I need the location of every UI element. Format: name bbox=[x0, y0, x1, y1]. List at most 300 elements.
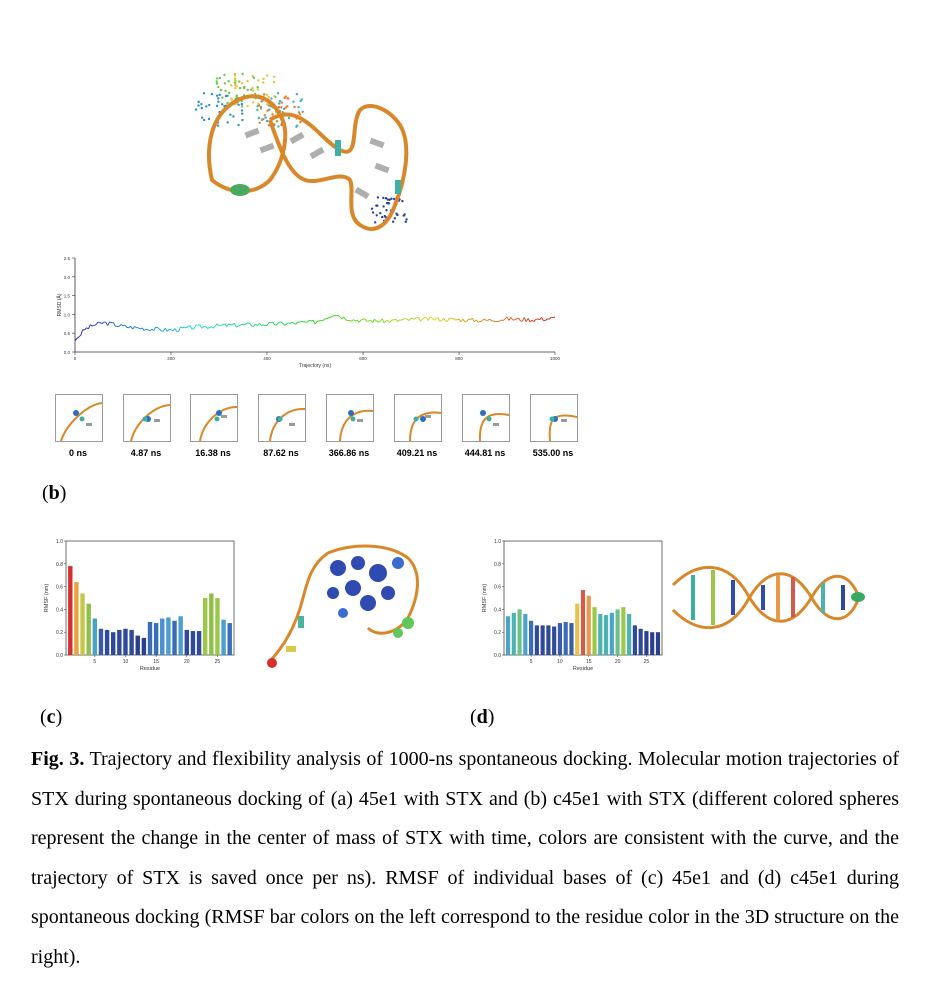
snapshot-structure bbox=[327, 395, 373, 441]
snapshot-structure bbox=[124, 395, 170, 441]
rmsf-bar bbox=[142, 638, 146, 655]
trajectory-point bbox=[256, 109, 258, 111]
trajectory-point bbox=[376, 214, 378, 216]
rmsd-segment bbox=[453, 318, 455, 320]
rmsf-y-axis-label: RMSF (nm) bbox=[482, 583, 488, 613]
trajectory-point bbox=[241, 112, 243, 114]
rmsd-segment bbox=[277, 323, 279, 325]
rmsf-x-tick-label: 10 bbox=[122, 659, 129, 665]
rmsf-bar bbox=[123, 629, 127, 655]
rmsf-bar bbox=[616, 609, 620, 655]
trajectory-point bbox=[258, 117, 260, 119]
trajectory-point bbox=[392, 221, 394, 223]
rmsd-segment bbox=[421, 319, 423, 322]
rmsd-segment bbox=[113, 323, 115, 327]
rmsd-segment bbox=[375, 319, 377, 321]
trajectory-point bbox=[234, 87, 236, 89]
rmsd-segment bbox=[426, 317, 428, 320]
snapshot-time-label: 366.86 ns bbox=[328, 448, 370, 458]
rmsd-segment bbox=[411, 318, 413, 319]
trajectory-point bbox=[405, 218, 407, 220]
trajectory-point bbox=[241, 109, 243, 111]
trajectory-point bbox=[382, 205, 384, 207]
rmsd-segment bbox=[92, 325, 94, 326]
rmsd-segment bbox=[332, 315, 334, 316]
rmsd-segment bbox=[515, 319, 517, 320]
trajectory-point bbox=[217, 97, 219, 99]
rmsd-segment bbox=[415, 318, 417, 319]
trajectory-point bbox=[200, 103, 202, 105]
rmsd-segment bbox=[184, 327, 186, 328]
snapshot-time-label: 16.38 ns bbox=[195, 448, 231, 458]
rmsd-segment bbox=[190, 326, 192, 330]
snapshot-image bbox=[394, 394, 442, 442]
rmsf-bar bbox=[633, 625, 637, 655]
trajectory-point bbox=[256, 86, 258, 88]
rmsf-bar bbox=[209, 593, 213, 655]
rmsd-segment bbox=[398, 320, 400, 321]
snapshot-structure bbox=[259, 395, 305, 441]
rmsd-segment bbox=[307, 320, 309, 322]
trajectory-point bbox=[405, 221, 407, 223]
trajectory-point bbox=[238, 80, 240, 82]
rmsd-segment bbox=[511, 317, 513, 320]
trajectory-point bbox=[252, 101, 254, 103]
rmsf-bar bbox=[587, 596, 591, 655]
rmsf-bar bbox=[99, 629, 103, 655]
trajectory-point bbox=[299, 121, 301, 123]
rmsf-y-tick-label: 1.0 bbox=[56, 539, 63, 545]
rmsd-segment bbox=[507, 317, 509, 321]
trajectory-point bbox=[216, 95, 218, 97]
rmsd-segment bbox=[327, 318, 329, 319]
rmsf-bar bbox=[203, 598, 207, 655]
trajectory-point bbox=[262, 78, 264, 80]
trajectory-point bbox=[211, 93, 213, 95]
trajectory-point bbox=[266, 103, 268, 105]
snapshot-structure bbox=[191, 395, 237, 441]
trajectory-point bbox=[266, 74, 268, 76]
trajectory-point bbox=[217, 86, 219, 88]
trajectory-point bbox=[229, 113, 231, 115]
rmsf-bar bbox=[105, 630, 109, 655]
rmsf-bar bbox=[644, 631, 648, 655]
rmsd-segment bbox=[225, 324, 227, 327]
caption-text: Trajectory and flexibility analysis of 1000-ns spontaneous docking. Molecular motion trajectories of STX during spontaneous docking of (a) 45e1 with STX and (b) c45e1 with STX (different colored spheres represent the change in the center of mass of STX with time, colors are consistent with the curve, and the trajectory of STX is saved once per ns). RMSF of individual bases of (c) 45e1 and (d) c45e1 during spontaneous docking (RMSF bar colors on the left correspond to the residue color in the 3D structure on the right). bbox=[31, 748, 899, 968]
rmsd-segment bbox=[131, 326, 133, 329]
trajectory-point bbox=[234, 82, 236, 84]
rmsf-bar bbox=[546, 625, 550, 655]
rmsf-bar bbox=[215, 598, 219, 655]
structure-c45e1-image bbox=[668, 555, 868, 645]
rmsf-bar bbox=[117, 630, 121, 655]
rmsf-y-tick-label: 0.8 bbox=[56, 561, 63, 568]
rmsd-segment bbox=[528, 318, 530, 321]
trajectory-point bbox=[296, 93, 298, 95]
rmsf-y-tick-label: 0.6 bbox=[494, 584, 501, 591]
rmsd-segment bbox=[186, 326, 188, 328]
rmsd-segment bbox=[346, 320, 348, 321]
rmsd-segment bbox=[211, 327, 213, 329]
rmsd-x-axis-label: Trajectory (ns) bbox=[298, 363, 332, 369]
trajectory-point bbox=[216, 77, 218, 79]
rmsd-segment bbox=[280, 322, 282, 323]
trajectory-point bbox=[283, 97, 285, 99]
rmsd-segment bbox=[542, 317, 544, 320]
rmsd-segment bbox=[309, 320, 311, 321]
rmsd-y-tick-label: 1.5 bbox=[63, 293, 70, 299]
snapshot-time-label: 0 ns bbox=[68, 448, 87, 458]
trajectory-point bbox=[232, 115, 234, 117]
rmsd-y-tick-label: 2.0 bbox=[63, 274, 70, 280]
rmsd-segment bbox=[135, 326, 137, 327]
snapshot-structure bbox=[531, 395, 577, 441]
snapshot-image bbox=[530, 394, 578, 442]
rmsf-x-tick-label: 20 bbox=[614, 659, 621, 665]
trajectory-point bbox=[261, 119, 263, 121]
rmsd-segment bbox=[234, 323, 236, 327]
rmsf-bar bbox=[523, 614, 527, 655]
rmsd-segment bbox=[154, 327, 156, 330]
rmsd-y-tick-label: 2.5 bbox=[63, 256, 70, 261]
rmsd-segment bbox=[288, 323, 290, 324]
rmsf-y-axis-label: RMSF (nm) bbox=[44, 583, 50, 613]
rmsf-bar bbox=[221, 620, 225, 655]
rmsd-segment bbox=[350, 321, 352, 322]
trajectory-point bbox=[253, 77, 255, 79]
rmsf-bar bbox=[529, 621, 533, 655]
snapshot-image bbox=[258, 394, 306, 442]
rmsf-bar bbox=[517, 609, 521, 655]
trajectory-point bbox=[247, 89, 249, 91]
rmsf-bar bbox=[564, 622, 568, 655]
snapshot-image bbox=[55, 394, 103, 442]
rmsd-segment bbox=[538, 319, 540, 320]
rmsf-bar bbox=[178, 616, 182, 655]
rmsd-segment bbox=[423, 317, 425, 319]
rmsd-segment bbox=[522, 318, 524, 322]
snapshot-structure bbox=[463, 395, 509, 441]
trajectory-point bbox=[262, 81, 264, 83]
rmsf-bar bbox=[93, 619, 97, 655]
rmsf-bar bbox=[228, 623, 232, 655]
rmsf-y-tick-label: 0.2 bbox=[494, 630, 501, 637]
rmsf-x-tick-label: 10 bbox=[557, 659, 563, 665]
rmsd-x-tick-label: 200 bbox=[167, 356, 175, 361]
rmsd-segment bbox=[159, 329, 161, 331]
rmsd-segment bbox=[206, 326, 208, 328]
rmsd-segment bbox=[279, 322, 281, 323]
rmsd-segment bbox=[376, 321, 378, 322]
panel-b-label: (b) bbox=[42, 482, 67, 504]
trajectory-point bbox=[241, 119, 243, 121]
trajectory-point bbox=[228, 92, 230, 94]
rmsd-segment bbox=[503, 319, 505, 321]
trajectory-point bbox=[217, 100, 219, 102]
trajectory-point bbox=[219, 77, 221, 79]
trajectory-point bbox=[216, 105, 218, 107]
rmsd-segment bbox=[534, 319, 536, 321]
rmsd-segment bbox=[250, 323, 252, 326]
trajectory-point bbox=[386, 202, 388, 204]
trajectory-point bbox=[273, 76, 275, 78]
rmsd-segment bbox=[359, 320, 361, 322]
rmsd-segment bbox=[102, 322, 104, 324]
rmsd-segment bbox=[282, 323, 284, 325]
rmsf-bar bbox=[172, 621, 176, 655]
rmsd-segment bbox=[382, 319, 384, 323]
trajectory-point bbox=[221, 103, 223, 105]
rmsd-segment bbox=[165, 328, 167, 331]
rmsf-bar bbox=[166, 617, 170, 655]
rmsf-bar bbox=[581, 590, 585, 655]
rmsd-segment bbox=[463, 319, 465, 322]
rmsd-segment bbox=[340, 317, 342, 319]
rmsd-x-tick-label: 800 bbox=[455, 356, 463, 361]
rmsd-segment bbox=[227, 324, 229, 327]
rmsd-segment bbox=[476, 320, 478, 322]
trajectory-point bbox=[231, 98, 233, 100]
rmsd-segment bbox=[494, 321, 496, 322]
trajectory-point bbox=[263, 93, 265, 95]
rmsf-y-tick-label: 0.8 bbox=[494, 561, 501, 568]
trajectory-point bbox=[208, 118, 210, 120]
rmsd-segment bbox=[442, 318, 444, 321]
rmsf-y-tick-label: 1.0 bbox=[494, 539, 501, 545]
rmsf-bar bbox=[160, 619, 164, 655]
snapshot-image bbox=[462, 394, 510, 442]
rmsd-segment bbox=[217, 324, 219, 326]
rmsd-segment bbox=[353, 320, 355, 321]
rmsd-segment bbox=[292, 322, 294, 323]
rmsd-segment bbox=[499, 320, 501, 321]
rmsf-x-axis-label: Residue bbox=[139, 666, 161, 672]
trajectory-point bbox=[203, 92, 205, 94]
trajectory-point bbox=[243, 87, 245, 89]
rmsf-bar bbox=[621, 607, 625, 655]
trajectory-point bbox=[201, 107, 203, 109]
rmsd-segment bbox=[351, 320, 353, 322]
rmsd-x-tick-label: 400 bbox=[263, 356, 271, 361]
rmsd-segment bbox=[209, 327, 211, 328]
rmsd-segment bbox=[79, 335, 81, 337]
panel-d-label: (d) bbox=[470, 706, 495, 728]
trajectory-point bbox=[241, 105, 243, 107]
rmsd-segment bbox=[236, 326, 238, 327]
rmsd-y-tick-label: 1.0 bbox=[63, 312, 70, 318]
trajectory-point bbox=[237, 104, 239, 106]
rmsd-segment bbox=[200, 325, 202, 328]
rmsd-segment bbox=[240, 324, 242, 325]
trajectory-point bbox=[220, 89, 222, 91]
rmsd-segment bbox=[378, 321, 380, 322]
trajectory-point bbox=[224, 82, 226, 84]
rmsd-segment bbox=[549, 317, 551, 319]
rmsd-segment bbox=[238, 325, 240, 326]
rmsd-segment bbox=[108, 322, 110, 326]
trajectory-point bbox=[264, 114, 266, 116]
rmsf-d-chart bbox=[478, 535, 668, 677]
snapshot-image bbox=[123, 394, 171, 442]
trajectory-point bbox=[203, 119, 205, 121]
rmsd-segment bbox=[121, 324, 123, 325]
rmsd-segment bbox=[294, 323, 296, 324]
rmsd-segment bbox=[530, 320, 532, 322]
rmsd-segment bbox=[469, 319, 471, 320]
trajectory-point bbox=[293, 106, 295, 108]
trajectory-point bbox=[385, 209, 387, 211]
rmsd-y-axis-label: RMSD (Å) bbox=[57, 293, 63, 317]
rmsd-segment bbox=[300, 322, 302, 323]
rmsd-segment bbox=[447, 318, 449, 321]
rmsd-segment bbox=[338, 316, 340, 317]
rmsd-segment bbox=[532, 320, 534, 321]
rmsf-bar bbox=[506, 616, 510, 655]
rmsd-segment bbox=[142, 328, 144, 331]
rmsf-bar bbox=[592, 607, 596, 655]
rmsd-segment bbox=[284, 325, 286, 326]
trajectory-point bbox=[246, 105, 248, 107]
trajectory-point bbox=[273, 81, 275, 83]
rmsf-bar bbox=[558, 623, 562, 655]
rmsd-segment bbox=[517, 318, 519, 319]
trajectory-point bbox=[241, 82, 243, 84]
rmsd-segment bbox=[390, 320, 392, 323]
rmsd-segment bbox=[407, 319, 409, 320]
trajectory-point bbox=[223, 74, 225, 76]
trajectory-point bbox=[195, 108, 197, 110]
rmsf-bar bbox=[111, 632, 115, 655]
rmsf-bar bbox=[154, 623, 158, 655]
rmsd-segment bbox=[179, 327, 181, 331]
trajectory-point bbox=[281, 101, 283, 103]
rmsf-bar bbox=[541, 625, 545, 655]
rmsd-segment bbox=[317, 321, 319, 322]
rmsd-segment bbox=[140, 328, 142, 329]
rmsd-segment bbox=[403, 318, 405, 319]
rmsf-bar bbox=[197, 631, 201, 655]
trajectory-point bbox=[197, 104, 199, 106]
rmsf-x-tick-label: 5 bbox=[93, 659, 97, 665]
rmsd-segment bbox=[163, 328, 165, 331]
trajectory-point bbox=[219, 94, 221, 96]
rmsf-y-tick-label: 0.4 bbox=[56, 607, 63, 614]
rmsf-bar bbox=[656, 632, 660, 655]
rmsf-bar bbox=[627, 614, 631, 655]
rmsf-bar bbox=[68, 566, 72, 655]
trajectory-point bbox=[286, 97, 288, 99]
caption-label: Fig. 3. bbox=[31, 748, 85, 770]
rmsd-segment bbox=[88, 325, 90, 329]
trajectory-point bbox=[268, 96, 270, 98]
rmsf-bar bbox=[610, 613, 614, 655]
rmsf-x-tick-label: 25 bbox=[643, 659, 650, 665]
rmsd-segment bbox=[434, 319, 436, 321]
trajectory-point bbox=[257, 79, 259, 81]
snapshot-time-label: 87.62 ns bbox=[263, 448, 299, 458]
rmsd-segment bbox=[373, 319, 375, 322]
trajectory-point bbox=[234, 74, 236, 76]
rmsd-segment bbox=[394, 319, 396, 320]
trajectory-point bbox=[401, 200, 403, 202]
trajectory-point bbox=[208, 104, 210, 106]
rmsf-y-tick-label: 0.0 bbox=[494, 653, 501, 659]
snapshot-structure bbox=[56, 395, 102, 441]
rmsf-x-tick-label: 20 bbox=[184, 659, 190, 665]
rmsf-bar bbox=[512, 613, 516, 655]
rmsd-segment bbox=[323, 319, 325, 321]
rmsd-segment bbox=[106, 322, 108, 325]
trajectory-point bbox=[226, 121, 228, 123]
trajectory-point bbox=[239, 87, 241, 89]
rmsd-segment bbox=[94, 325, 96, 326]
rmsd-y-tick-label: 0.0 bbox=[63, 350, 70, 355]
trajectory-point bbox=[301, 111, 303, 113]
rmsd-segment bbox=[482, 319, 484, 321]
rmsf-x-tick-label: 15 bbox=[153, 659, 159, 665]
rmsf-c-chart bbox=[40, 535, 240, 677]
rmsd-segment bbox=[125, 325, 127, 327]
trajectory-point bbox=[388, 199, 390, 201]
rmsd-segment bbox=[428, 317, 430, 321]
trajectory-point bbox=[264, 116, 266, 118]
rmsd-x-tick-label: 1000 bbox=[549, 356, 561, 361]
rmsf-bar bbox=[639, 629, 643, 655]
rmsd-segment bbox=[81, 330, 83, 335]
trajectory-point bbox=[270, 97, 272, 99]
trajectory-point bbox=[215, 80, 217, 82]
rmsf-x-axis-label: Residue bbox=[572, 666, 594, 672]
rmsd-segment bbox=[90, 325, 92, 326]
rmsd-segment bbox=[478, 321, 480, 322]
rmsd-segment bbox=[296, 322, 298, 324]
rmsd-segment bbox=[98, 322, 100, 323]
trajectory-point bbox=[379, 212, 381, 214]
rmsf-bar bbox=[191, 631, 195, 655]
trajectory-point bbox=[266, 110, 268, 112]
rmsd-segment bbox=[526, 318, 528, 321]
trajectory-point bbox=[403, 214, 405, 216]
trajectory-point bbox=[273, 95, 275, 97]
rmsd-segment bbox=[438, 317, 440, 321]
trajectory-point bbox=[257, 88, 259, 90]
rmsf-bar bbox=[598, 614, 602, 655]
rmsd-y-tick-label: 0.5 bbox=[63, 331, 70, 337]
trajectory-point bbox=[217, 124, 219, 126]
rmsf-bar bbox=[604, 615, 608, 655]
rmsd-segment bbox=[259, 323, 261, 325]
rmsd-segment bbox=[467, 319, 469, 322]
trajectory-point bbox=[276, 120, 278, 122]
trajectory-point bbox=[201, 116, 203, 118]
rmsd-segment bbox=[315, 322, 317, 324]
rmsd-segment bbox=[119, 324, 121, 326]
rmsd-segment bbox=[242, 324, 244, 325]
trajectory-point bbox=[271, 113, 273, 115]
rmsd-segment bbox=[344, 317, 346, 320]
rmsd-segment bbox=[263, 325, 265, 326]
rmsd-segment bbox=[183, 327, 185, 328]
trajectory-point bbox=[234, 84, 236, 86]
rmsd-segment bbox=[138, 328, 140, 329]
rmsf-bar bbox=[80, 593, 84, 655]
trajectory-point bbox=[216, 82, 218, 84]
rmsf-bar bbox=[136, 636, 140, 655]
trajectory-point bbox=[292, 101, 294, 103]
rmsf-bar bbox=[575, 604, 579, 655]
rmsd-segment bbox=[472, 318, 474, 322]
rmsd-segment bbox=[100, 323, 102, 324]
